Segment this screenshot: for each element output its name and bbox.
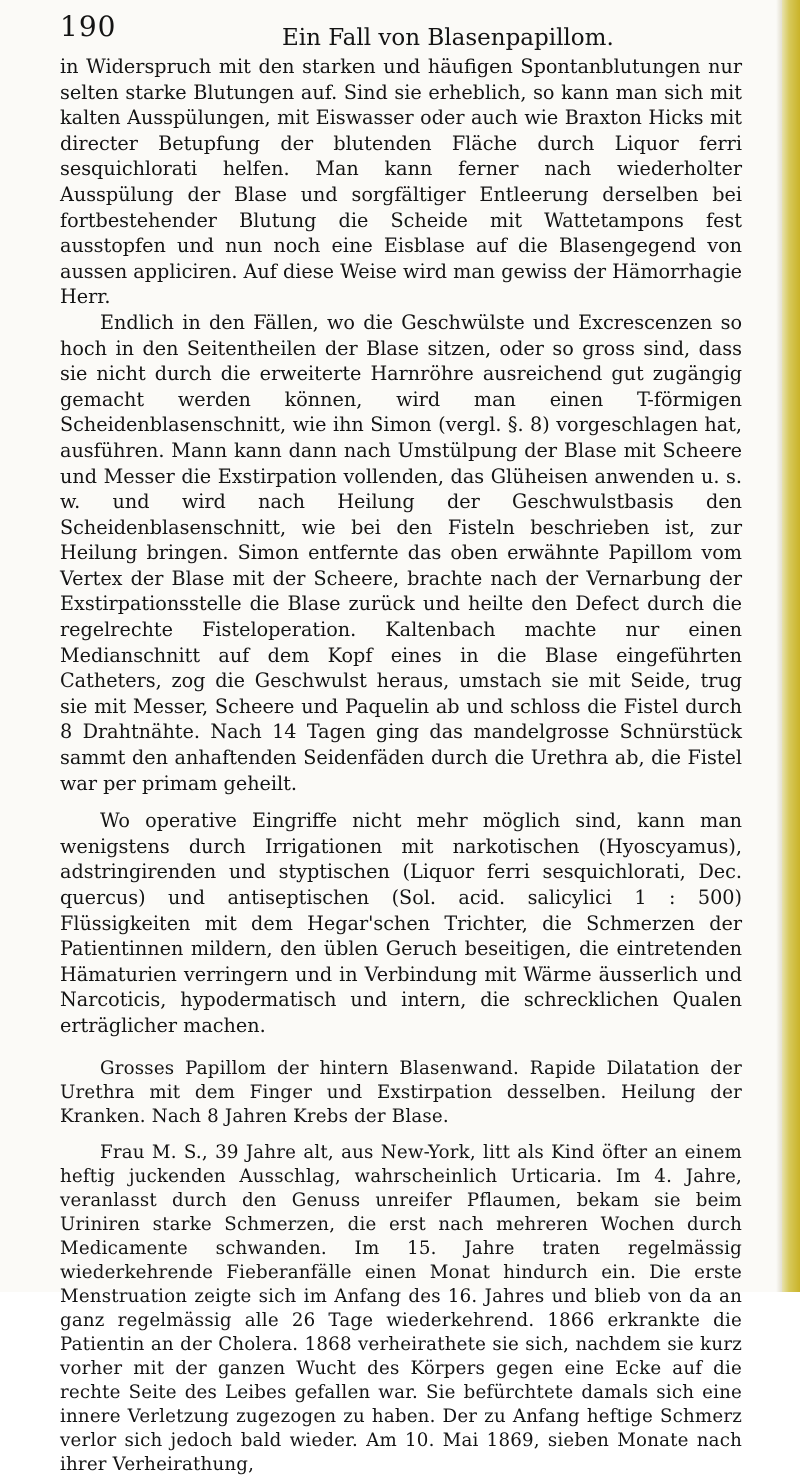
running-title: Ein Fall von Blasenpapillom. (282, 25, 614, 51)
paragraph-1: in Widerspruch mit den starken und häufigen Spontanblutungen nur selten starke Blutungen auf. Sind sie erheblich, so kann man sich mit kalten Ausspülungen, mit Eiswasser oder auch wie Braxton Hicks mit directer Betupfung der blutenden Fläche durch Liquor ferri sesquichlorati helfen. Man kann ferner nach wiederholter Ausspülung der Blase und sorgfältiger Entleerung derselben bei fortbestehender Blutung die Scheide mit Wattetampons fest ausstopfen und nun noch eine Eisblase auf die Blasengegend von aussen appliciren. Auf diese Weise wird man gewiss der Hämorrhagie Herr. (60, 55, 742, 309)
paragraph-3: Wo operative Eingriffe nicht mehr möglich sind, kann man wenigstens durch Irrigationen mit narkotischen (Hyoscyamus), adstringirenden und styptischen (Liquor ferri sesquichlorati, Dec. quercus) und antiseptischen (Sol. acid. salicylici 1 : 500) Flüssigkeiten mit dem Hegar'schen Trichter, die Schmerzen der Patientinnen mildern, den üblen Geruch beseitigen, die eintretenden Hämaturien verringern und in Verbindung mit Wärme äusserlich und Narcoticis, hypodermatisch und intern, die schrecklichen Qualen erträglicher machen. (60, 809, 742, 1037)
page-number: 190 (60, 10, 117, 43)
paragraph-5: Frau M. S., 39 Jahre alt, aus New-York, litt als Kind öfter an einem heftig juckenden Ausschlag, wahrscheinlich Urticaria. Im 4. Jahre, veranlasst durch den Genuss unreifer Pflaumen, bekam sie beim Uriniren starke Schmerzen, die erst nach mehreren Wochen durch Medicamente schwanden. Im 15. Jahre traten regelmässig wiederkehrende Fieberanfälle einen Monat hindurch ein. Die erste Menstruation zeigte sich im Anfang des 16. Jahres und blieb von da an ganz regelmässig alle 26 Tage wiederkehrend. 1866 erkrankte die Patientin an der Cholera. 1868 verheirathete sie sich, nachdem sie kurz vorher mit der ganzen Wucht des Körpers gegen eine Ecke auf die rechte Seite des Leibes gefallen war. Sie befürchtete damals sich eine innere Verletzung zugezogen zu haben. Der zu Anfang heftige Schmerz verlor sich jedoch bald wieder. Am 10. Mai 1869, sieben Monate nach ihrer Verheirathung, (60, 1141, 742, 1475)
paragraph-2: Endlich in den Fällen, wo die Geschwülste und Excrescenzen so hoch in den Seitentheilen der Blase sitzen, oder so gross sind, dass sie nicht durch die erweiterte Harnröhre ausreichend gut zugängig gemacht werden können, wird man einen T-förmigen Scheidenblasenschnitt, wie ihn Simon (vergl. §. 8) vorgeschlagen hat, ausführen. Mann kann dann nach Umstülpung der Blase mit Scheere und Messer die Exstirpation vollenden, das Glüheisen anwenden u. s. w. und wird nach Heilung der Geschwulstbasis den Scheidenblasenschnitt, wie bei den Fisteln beschrieben ist, zur Heilung bringen. Simon entfernte das oben erwähnte Papillom vom Vertex der Blase mit der Scheere, brachte nach der Vernarbung der Exstirpationsstelle die Blase zurück und heilte den Defect durch die regelrechte Fisteloperation. Kaltenbach machte nur einen Medianschnitt auf dem Kopf eines in die Blase eingeführten Catheters, zog die Geschwulst heraus, umstach sie mit Seide, trug sie mit Messer, Scheere und Paquelin ab und schloss die Fistel durch 8 Drahtnähte. Nach 14 Tagen ging das mandelgrosse Schnürstück sammt den anhaftenden Seidenfäden durch die Urethra ab, die Fistel war per primam geheilt. (60, 310, 742, 795)
case-heading: Grosses Papillom der hintern Blasenwand. Rapide Dilatation der Urethra mit dem Finger und Exstirpation desselben. Heilung der Kranken. Nach 8 Jahren Krebs der Blase. (60, 1057, 742, 1127)
section-gap (60, 1039, 742, 1057)
paragraph-gap (60, 1129, 742, 1141)
page-edge (782, 0, 800, 1292)
paragraph-gap (60, 796, 742, 808)
body-text (60, 54, 742, 1477)
page-header (60, 10, 760, 50)
